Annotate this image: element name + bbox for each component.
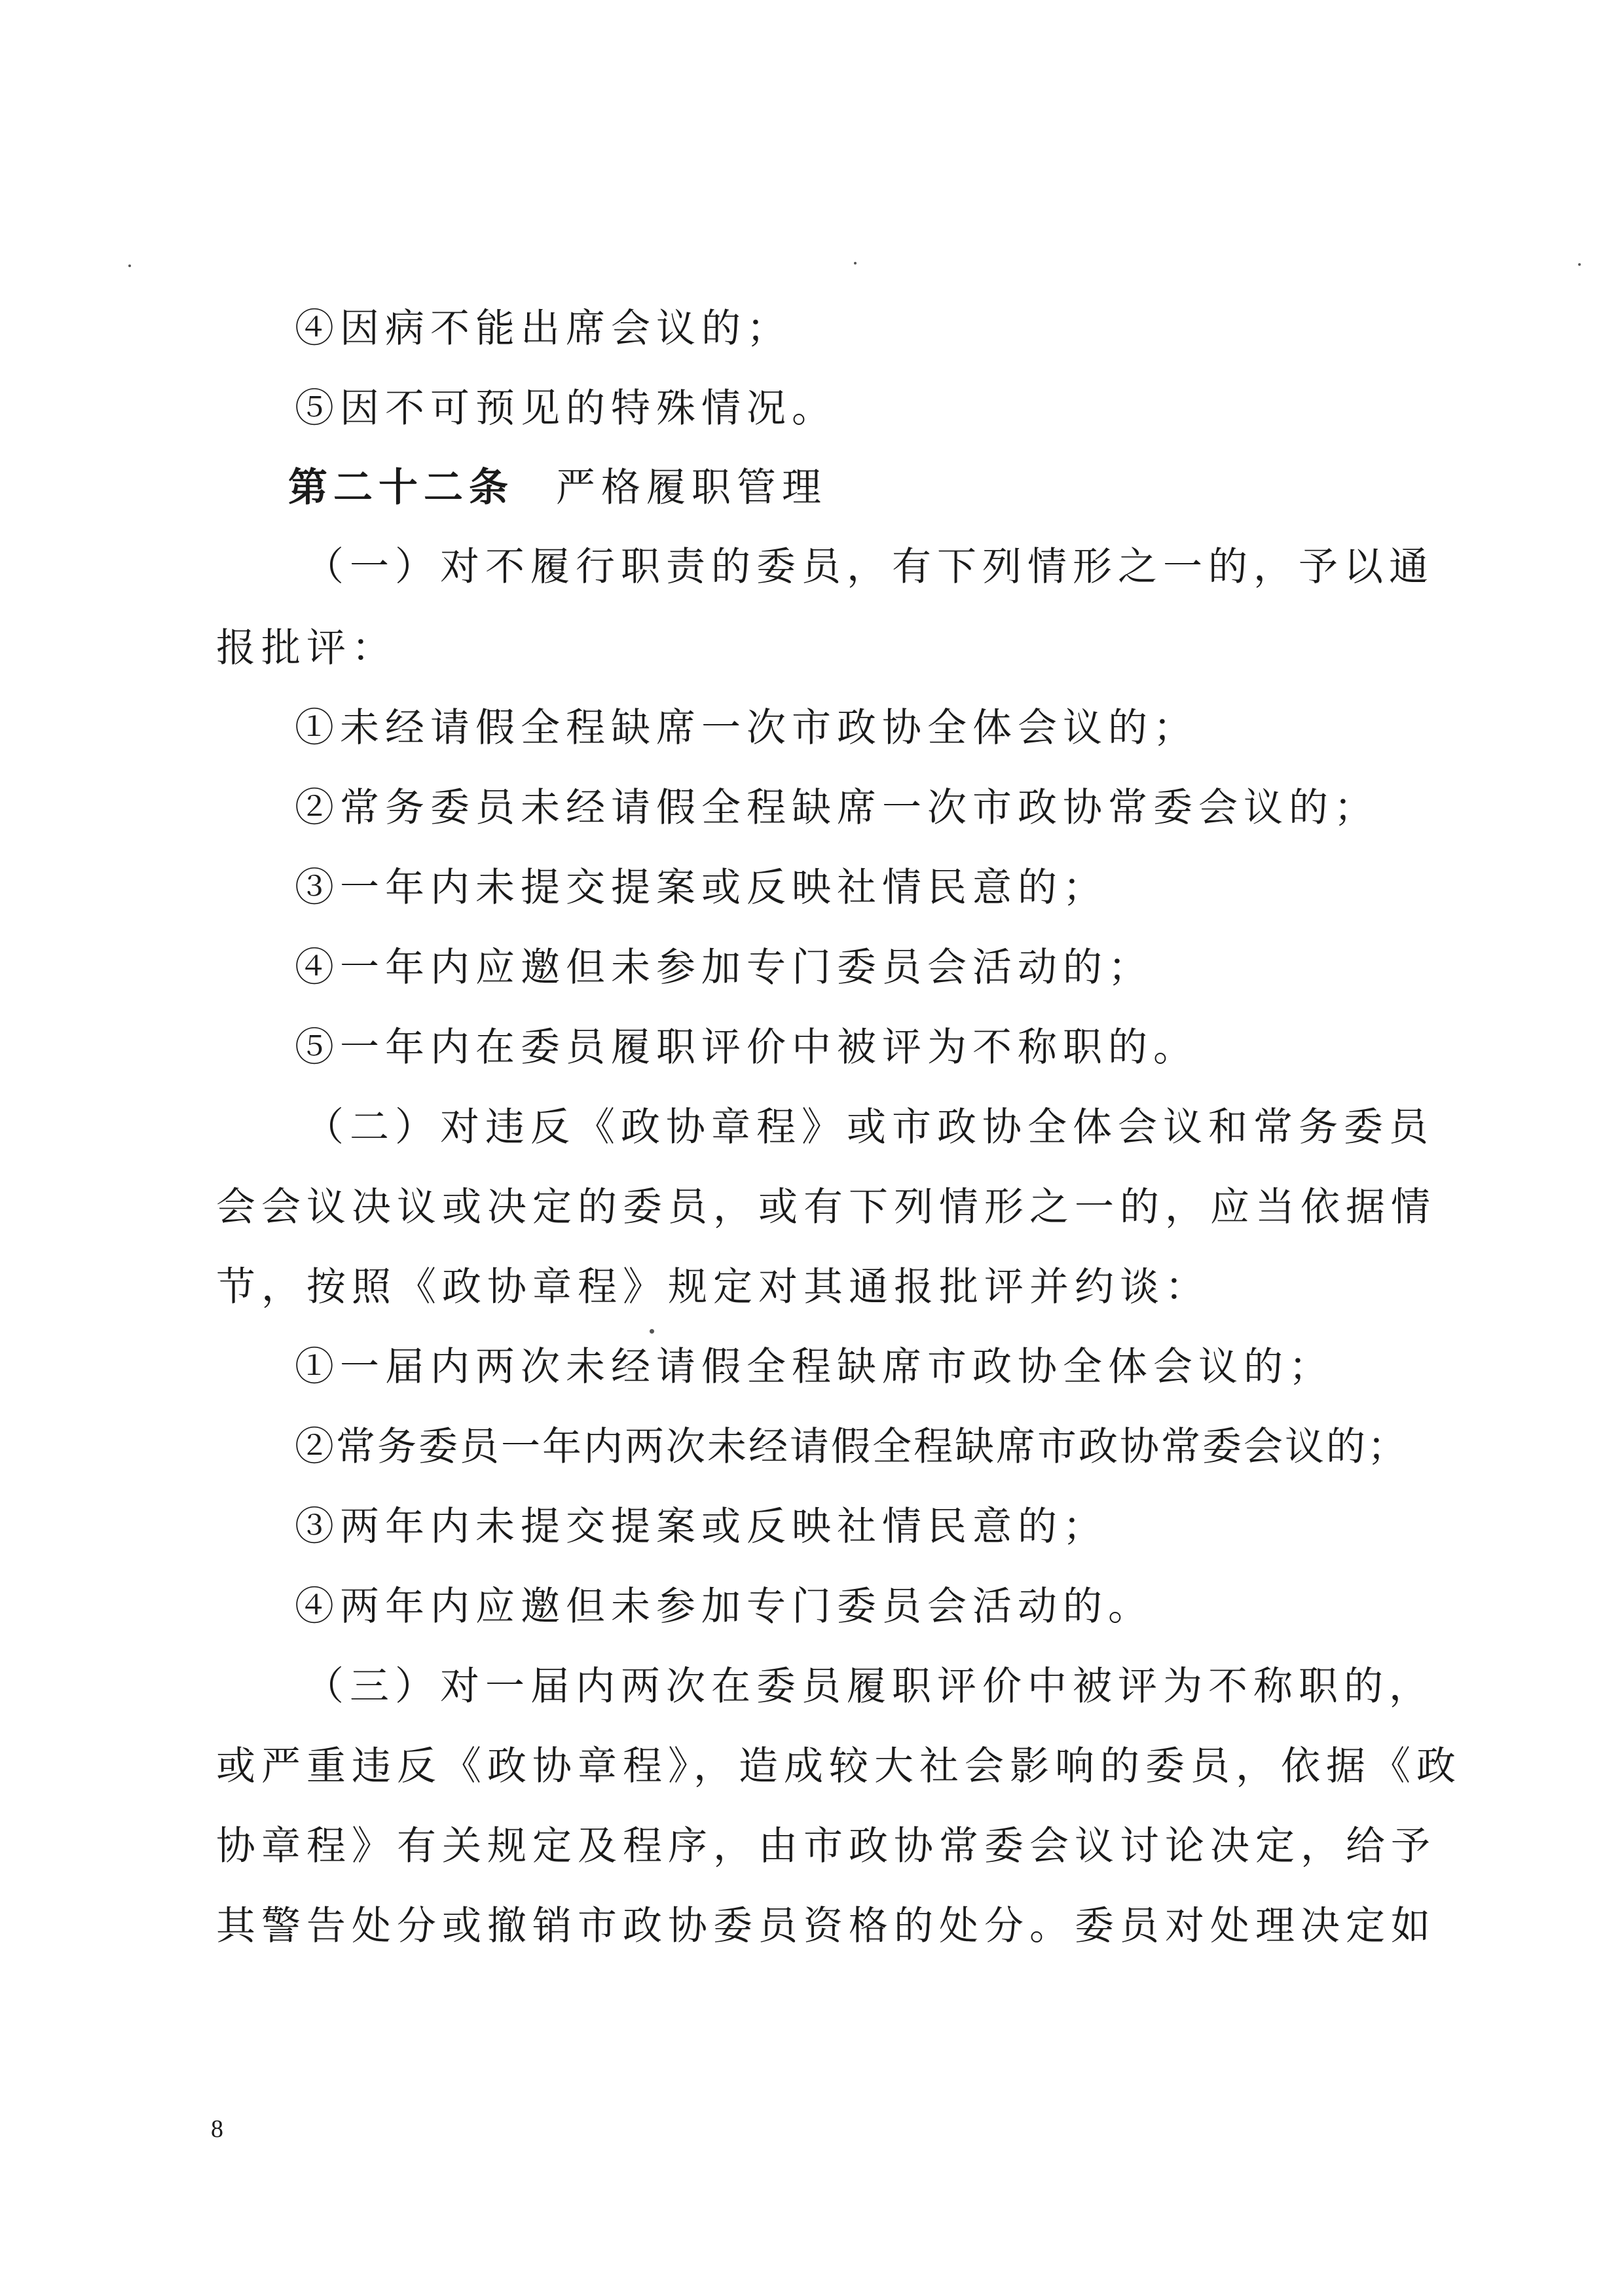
section-two-line-1: （二）对违反《政协章程》或市政协全体会议和常务委员 (304, 1104, 1434, 1150)
section-three-line-4: 其警告处分或撤销市政协委员资格的处分。委员对处理决定如 (216, 1903, 1436, 1949)
scan-speck (1578, 263, 1581, 266)
section-two-line-2: 会会议决议或决定的委员，或有下列情形之一的，应当依据情 (216, 1184, 1436, 1230)
list-item: ④一年内应邀但未参加专门委员会活动的； (295, 945, 1153, 991)
scan-speck (128, 264, 131, 267)
section-one-line-1: （一）对不履行职责的委员，有下列情形之一的，予以通 (304, 544, 1434, 590)
list-item: ④两年内应邀但未参加专门委员会活动的。 (295, 1584, 1153, 1630)
section-three-line-3: 协章程》有关规定及程序，由市政协常委会议讨论决定，给予 (216, 1823, 1436, 1869)
list-item: ③一年内未提交提案或反映社情民意的； (295, 865, 1108, 911)
article-heading (288, 465, 1500, 511)
section-one-line-2: 报批评： (216, 625, 397, 671)
list-item: ①一届内两次未经请假全程缺席市政协全体会议的； (295, 1344, 1334, 1390)
scan-speck (650, 1329, 654, 1334)
list-item: ②常务委员一年内两次未经请假全程缺席市政协常委会议的； (295, 1424, 1409, 1470)
scan-speck (854, 262, 857, 264)
section-three-line-1: （三）对一届内两次在委员履职评价中被评为不称职的， (304, 1664, 1434, 1709)
article-title: 严格履职管理 (556, 465, 827, 511)
section-two-line-3: 节，按照《政协章程》规定对其通报批评并约谈： (216, 1264, 1210, 1310)
body-line-unforeseen: ⑤因不可预见的特殊情况。 (295, 386, 837, 431)
list-item: ①未经请假全程缺席一次市政协全体会议的； (295, 705, 1198, 751)
body-line-sick-absence: ④因病不能出席会议的； (295, 306, 792, 352)
list-item: ②常务委员未经请假全程缺席一次市政协常委会议的； (295, 785, 1379, 831)
list-item: ⑤一年内在委员履职评价中被评为不称职的。 (295, 1025, 1198, 1070)
section-three-line-2: 或严重违反《政协章程》，造成较大社会影响的委员，依据《政 (216, 1743, 1462, 1789)
list-item: ③两年内未提交提案或反映社情民意的； (295, 1504, 1108, 1550)
page-number: 8 (211, 2115, 223, 2143)
article-number: 第二十二条 (288, 465, 514, 511)
